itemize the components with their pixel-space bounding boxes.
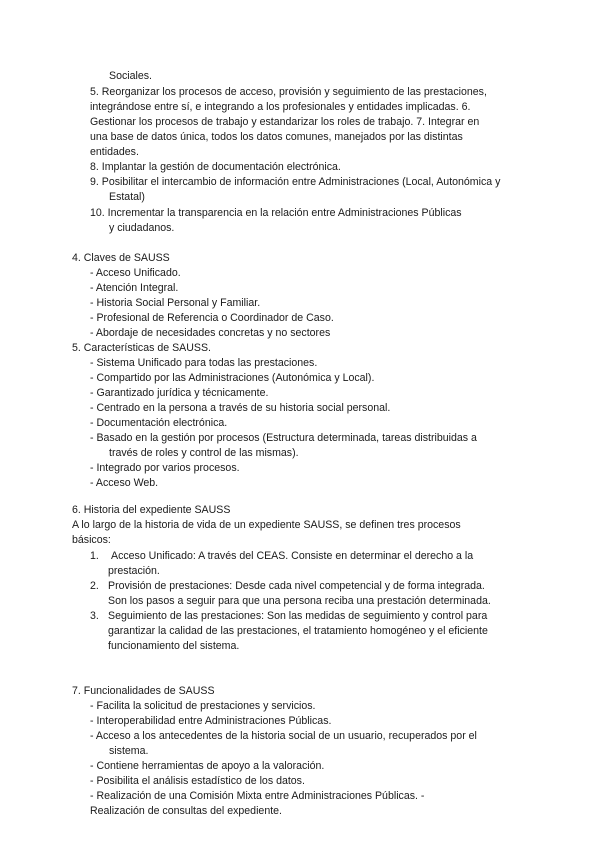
list-item-10-line-2: y ciudadanos. [109, 222, 175, 234]
funcionalidades-item-3-line-1: - Acceso a los antecedentes de la historia social de un usuario, recuperados por el [90, 730, 477, 742]
caracteristicas-item-8: - Acceso Web. [90, 477, 159, 489]
section-heading-claves: 4. Claves de SAUSS [72, 252, 170, 264]
list-item-4-tail: Sociales. [109, 70, 152, 82]
list-item-9-line-2: Estatal) [109, 191, 145, 203]
caracteristicas-item-1: - Sistema Unificado para todas las prestaciones. [90, 357, 318, 369]
proceso-1-line-2: prestación. [108, 565, 160, 577]
caracteristicas-item-2: - Compartido por las Administraciones (Autonómica y Local). [90, 372, 375, 384]
proceso-1-line-1: Acceso Unificado: A través del CEAS. Consiste en determinar el derecho a la [111, 550, 474, 562]
section-heading-caracteristicas: 5. Características de SAUSS. [72, 342, 211, 354]
list-item-5-line-1: 5. Reorganizar los procesos de acceso, provisión y seguimiento de las prestaciones, [90, 86, 487, 98]
caracteristicas-procesos-line-1: - Basado en la gestión por procesos (Estructura determinada, tareas distribuidas a [90, 432, 477, 444]
list-item-9-line-1: 9. Posibilitar el intercambio de información entre Administraciones (Local, Autonómica y [90, 176, 501, 188]
historia-intro-line-2: básicos: [72, 534, 111, 546]
caracteristicas-item-4: - Centrado en la persona a través de su historia social personal. [90, 402, 391, 414]
section-heading-funcionalidades: 7. Funcionalidades de SAUSS [72, 685, 215, 697]
list-item-8: 8. Implantar la gestión de documentación electrónica. [90, 161, 341, 173]
list-item-10-line-1: 10. Incrementar la transparencia en la relación entre Administraciones Públicas [90, 207, 462, 219]
list-item-5-line-4: una base de datos única, todos los datos comunes, manejados por las distintas [90, 131, 463, 143]
claves-item-3: - Historia Social Personal y Familiar. [90, 297, 261, 309]
proceso-2-number: 2. [90, 580, 99, 592]
list-item-5-line-2: integrándose entre sí, e integrando a los profesionales y entidades implicadas. 6. [90, 101, 471, 113]
list-item-5-line-5: entidades. [90, 146, 139, 158]
proceso-3-number: 3. [90, 610, 99, 622]
funcionalidades-item-6-line-1: - Realización de una Comisión Mixta entre Administraciones Públicas. - [90, 790, 425, 802]
proceso-2-line-1: Provisión de prestaciones: Desde cada nivel competencial y de forma integrada. [108, 580, 485, 592]
funcionalidades-item-2: - Interoperabilidad entre Administraciones Públicas. [90, 715, 332, 727]
caracteristicas-item-5: - Documentación electrónica. [90, 417, 228, 429]
proceso-2-line-2: Son los pasos a seguir para que una persona reciba una prestación determinada. [108, 595, 491, 607]
funcionalidades-item-1: - Facilita la solicitud de prestaciones y servicios. [90, 700, 316, 712]
claves-item-5: - Abordaje de necesidades concretas y no sectores [90, 327, 331, 339]
funcionalidades-item-4: - Contiene herramientas de apoyo a la valoración. [90, 760, 325, 772]
proceso-3-line-2: garantizar la calidad de las prestaciones, el tratamiento homogéneo y el eficiente [108, 625, 488, 637]
proceso-1-number: 1. [90, 550, 99, 562]
caracteristicas-item-3: - Garantizado jurídica y técnicamente. [90, 387, 269, 399]
caracteristicas-procesos-line-2: través de roles y control de las mismas). [109, 447, 299, 459]
section-heading-historia: 6. Historia del expediente SAUSS [72, 504, 231, 516]
proceso-3-line-3: funcionamiento del sistema. [108, 640, 240, 652]
funcionalidades-item-5: - Posibilita el análisis estadístico de los datos. [90, 775, 305, 787]
list-item-5-line-3: Gestionar los procesos de trabajo y estandarizar los roles de trabajo. 7. Integrar en [90, 116, 480, 128]
caracteristicas-item-7: - Integrado por varios procesos. [90, 462, 240, 474]
funcionalidades-item-3-line-2: sistema. [109, 745, 149, 757]
claves-item-4: - Profesional de Referencia o Coordinador de Caso. [90, 312, 334, 324]
claves-item-1: - Acceso Unificado. [90, 267, 181, 279]
proceso-3-line-1: Seguimiento de las prestaciones: Son las medidas de seguimiento y control para [108, 610, 488, 622]
historia-intro-line-1: A lo largo de la historia de vida de un expediente SAUSS, se definen tres procesos [72, 519, 461, 531]
funcionalidades-item-6-line-2: Realización de consultas del expediente. [90, 805, 282, 817]
claves-item-2: - Atención Integral. [90, 282, 179, 294]
